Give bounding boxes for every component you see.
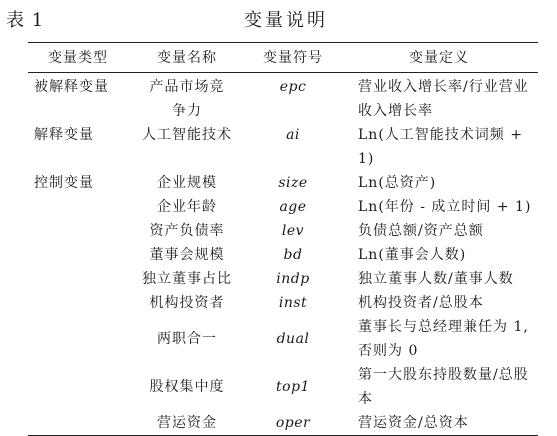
variable-type-cell (28, 411, 128, 435)
variable-type-cell (28, 219, 128, 243)
variable-name-cell (128, 123, 246, 171)
table-row (28, 123, 538, 171)
variable-symbol-cell: age (279, 199, 307, 215)
variable-symbol-cell: ai (286, 127, 300, 143)
variable-table (28, 42, 538, 436)
variable-definition-cell (340, 171, 538, 195)
name-line: 股权集中度 (149, 379, 225, 395)
variable-name-cell (128, 219, 246, 243)
table-row (28, 411, 538, 435)
variable-definition-cell (340, 267, 538, 291)
variable-name-cell (128, 195, 246, 219)
definition-line: 本 (358, 391, 373, 407)
variable-symbol-cell: lev (281, 223, 305, 239)
definition-line: 营运资金/总资本 (358, 415, 469, 431)
definition-line: 独立董事人数/董事人数 (358, 271, 514, 287)
definition-line: 否则为 0 (358, 343, 419, 359)
table-row (28, 219, 538, 243)
name-line: 争力 (172, 103, 202, 119)
name-line: 资产负债率 (149, 223, 225, 239)
variable-type-cell (28, 195, 128, 219)
header-variable-definition: 变量定义 (409, 49, 469, 66)
variable-name-cell (128, 171, 246, 195)
variable-symbol-cell: oper (275, 415, 311, 431)
variable-type-cell: 解释变量 (34, 127, 94, 143)
definition-line: 营业收入增长率/行业营业 (358, 79, 529, 95)
variable-type-cell (28, 267, 128, 291)
header-variable-name: 变量名称 (157, 49, 217, 66)
variable-name-cell (128, 315, 246, 363)
variable-type-cell: 控制变量 (34, 175, 94, 191)
variable-type-cell: 被解释变量 (34, 79, 109, 95)
name-line: 独立董事占比 (142, 271, 232, 287)
variable-name-cell (128, 363, 246, 411)
variable-name-cell (128, 267, 246, 291)
variable-type-cell (28, 243, 128, 267)
table-row (28, 73, 538, 123)
variable-definition-cell (340, 291, 538, 315)
table-row (28, 291, 538, 315)
table-row (28, 267, 538, 291)
table-number: 表 1 (6, 10, 45, 31)
variable-name-cell (128, 291, 246, 315)
name-line: 企业年龄 (157, 199, 217, 215)
header-row (28, 43, 538, 72)
name-line: 企业规模 (157, 175, 217, 191)
variable-definition-cell (340, 363, 538, 411)
variable-symbol-cell: size (278, 175, 308, 191)
name-line: 两职合一 (157, 331, 217, 347)
definition-line: 第一大股东持股数量/总股 (358, 367, 529, 383)
variable-symbol-cell: epc (279, 79, 307, 95)
definition-line: Ln(董事会人数) (358, 247, 467, 263)
variable-definition-cell (340, 195, 538, 219)
header-variable-type: 变量类型 (48, 49, 108, 66)
variable-symbol-cell: bd (283, 247, 303, 263)
table-row (28, 195, 538, 219)
variable-type-cell (28, 291, 128, 315)
table-caption: 变量说明 (244, 10, 328, 31)
name-line: 机构投资者 (149, 295, 225, 311)
name-line: 营运资金 (157, 415, 217, 431)
definition-line: 负债总额/资产总额 (358, 223, 484, 239)
table-row (28, 171, 538, 195)
table-row (28, 243, 538, 267)
variable-definition-cell (340, 315, 538, 363)
variable-definition-cell (340, 411, 538, 435)
variable-definition-cell (340, 243, 538, 267)
name-line: 人工智能技术 (142, 127, 232, 143)
variable-type-cell (28, 315, 128, 363)
variable-definition-cell (340, 219, 538, 243)
variable-symbol-cell: dual (276, 331, 310, 347)
definition-line: 机构投资者/总股本 (358, 295, 484, 311)
table-row (28, 315, 538, 363)
definition-line: Ln(年份 - 成立时间 + 1) (358, 199, 532, 215)
definition-line: Ln(人工智能技术词频 + 1) (358, 127, 523, 167)
variable-symbol-cell: indp (276, 271, 310, 287)
variable-type-cell (28, 363, 128, 411)
definition-line: Ln(总资产) (358, 175, 437, 191)
variable-definition-cell (340, 123, 538, 171)
variable-name-cell (128, 411, 246, 435)
variable-name-cell (128, 73, 246, 123)
name-line: 董事会规模 (149, 247, 225, 263)
header-variable-symbol: 变量符号 (263, 49, 323, 66)
variable-name-cell (128, 243, 246, 267)
variable-definition-cell (340, 73, 538, 123)
name-line: 产品市场竞 (149, 79, 225, 95)
table-row (28, 363, 538, 411)
variable-symbol-cell: top1 (276, 379, 310, 395)
definition-line: 收入增长率 (358, 103, 433, 119)
definition-line: 董事长与总经理兼任为 1, (358, 319, 529, 335)
variable-symbol-cell: inst (278, 295, 308, 311)
